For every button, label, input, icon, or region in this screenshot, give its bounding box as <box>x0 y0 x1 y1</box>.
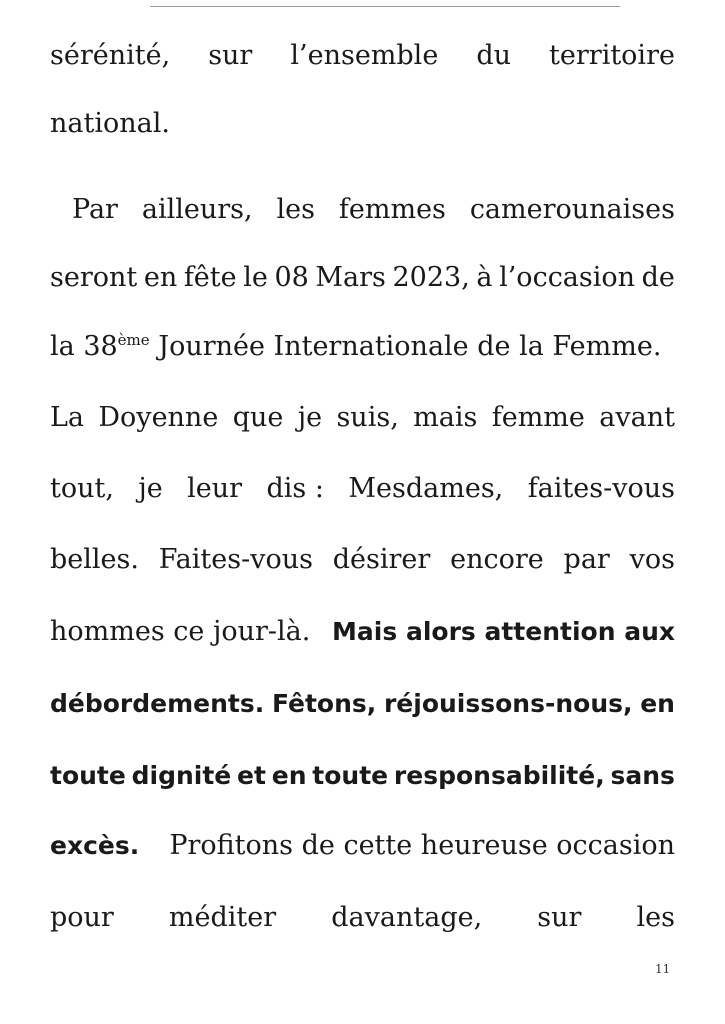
word: toute <box>50 761 126 790</box>
word: désirer <box>332 544 431 575</box>
line-text: national. <box>50 108 170 139</box>
line-normal-text: Profitons de cette heureuse occasion <box>169 830 675 861</box>
word: sans <box>610 761 675 790</box>
text-line-3 <box>72 190 675 230</box>
word: 08 <box>274 262 309 293</box>
word: femmes <box>338 194 446 225</box>
word: toute <box>312 761 389 790</box>
word: dis : <box>266 473 324 504</box>
word: sur <box>537 902 582 933</box>
word: les <box>276 194 315 225</box>
word: à <box>476 262 493 293</box>
word: je <box>138 473 163 504</box>
word: le <box>243 262 268 293</box>
word: suis, <box>336 402 399 433</box>
word: Mars <box>315 262 386 293</box>
word: mais <box>413 402 478 433</box>
word: méditer <box>168 902 277 933</box>
scan-edge-line <box>150 6 620 7</box>
line-normal-text: hommes ce jour-là. <box>50 616 311 647</box>
line-prefix: la 38 <box>50 331 118 362</box>
word: tout, <box>50 473 114 504</box>
text-line-7 <box>50 469 675 509</box>
word: faites-vous <box>527 473 675 504</box>
word: davantage, <box>331 902 483 933</box>
text-line-10 <box>50 684 675 724</box>
word: en <box>271 761 307 790</box>
word: en <box>640 689 675 718</box>
word: en <box>143 262 178 293</box>
word: de <box>641 262 675 293</box>
word: seront <box>50 262 138 293</box>
line-bold-text: Mais alors attention aux <box>332 617 675 646</box>
text-line-11 <box>50 756 675 796</box>
text-line-13 <box>50 898 675 938</box>
line-bold-text: excès. <box>50 831 140 860</box>
word: l’occasion <box>499 262 636 293</box>
word: et <box>237 761 266 790</box>
word: encore <box>450 544 544 575</box>
ordinal-superscript: ème <box>117 331 150 349</box>
word: Par <box>72 194 118 225</box>
text-line-5 <box>50 327 675 367</box>
word: responsabilité, <box>393 761 605 790</box>
word: les <box>636 902 675 933</box>
word: avant <box>599 402 675 433</box>
word: dignité <box>131 761 232 790</box>
word: ailleurs, <box>141 194 253 225</box>
word: du <box>476 40 512 71</box>
text-line-9 <box>50 612 675 652</box>
line-rest: Journée Internationale de la Femme. <box>149 331 662 362</box>
word: par <box>563 544 610 575</box>
word: 2023, <box>392 262 470 293</box>
word: pour <box>50 902 114 933</box>
word: vos <box>629 544 675 575</box>
text-line-4 <box>50 258 675 298</box>
word: camerounaises <box>469 194 675 225</box>
text-line-1 <box>50 36 675 76</box>
word: leur <box>187 473 243 504</box>
text-line-8 <box>50 540 675 580</box>
word: sérénité, <box>50 40 171 71</box>
word: je <box>297 402 323 433</box>
word: belles. <box>50 544 139 575</box>
word: Mesdames, <box>348 473 504 504</box>
word: Doyenne <box>98 402 219 433</box>
word: que <box>232 402 284 433</box>
text-line-2 <box>50 104 675 144</box>
word: l’ensemble <box>290 40 439 71</box>
page-number: 11 <box>655 962 671 976</box>
word: débordements. <box>50 689 265 718</box>
text-line-12 <box>50 826 675 866</box>
word: sur <box>208 40 253 71</box>
word: femme <box>491 402 585 433</box>
word: Fêtons, <box>271 689 377 718</box>
text-line-6 <box>50 398 675 438</box>
word: réjouissons-nous, <box>383 689 633 718</box>
word: La <box>50 402 85 433</box>
word: fête <box>183 262 237 293</box>
word: territoire <box>549 40 675 71</box>
word: Faites-vous <box>158 544 313 575</box>
